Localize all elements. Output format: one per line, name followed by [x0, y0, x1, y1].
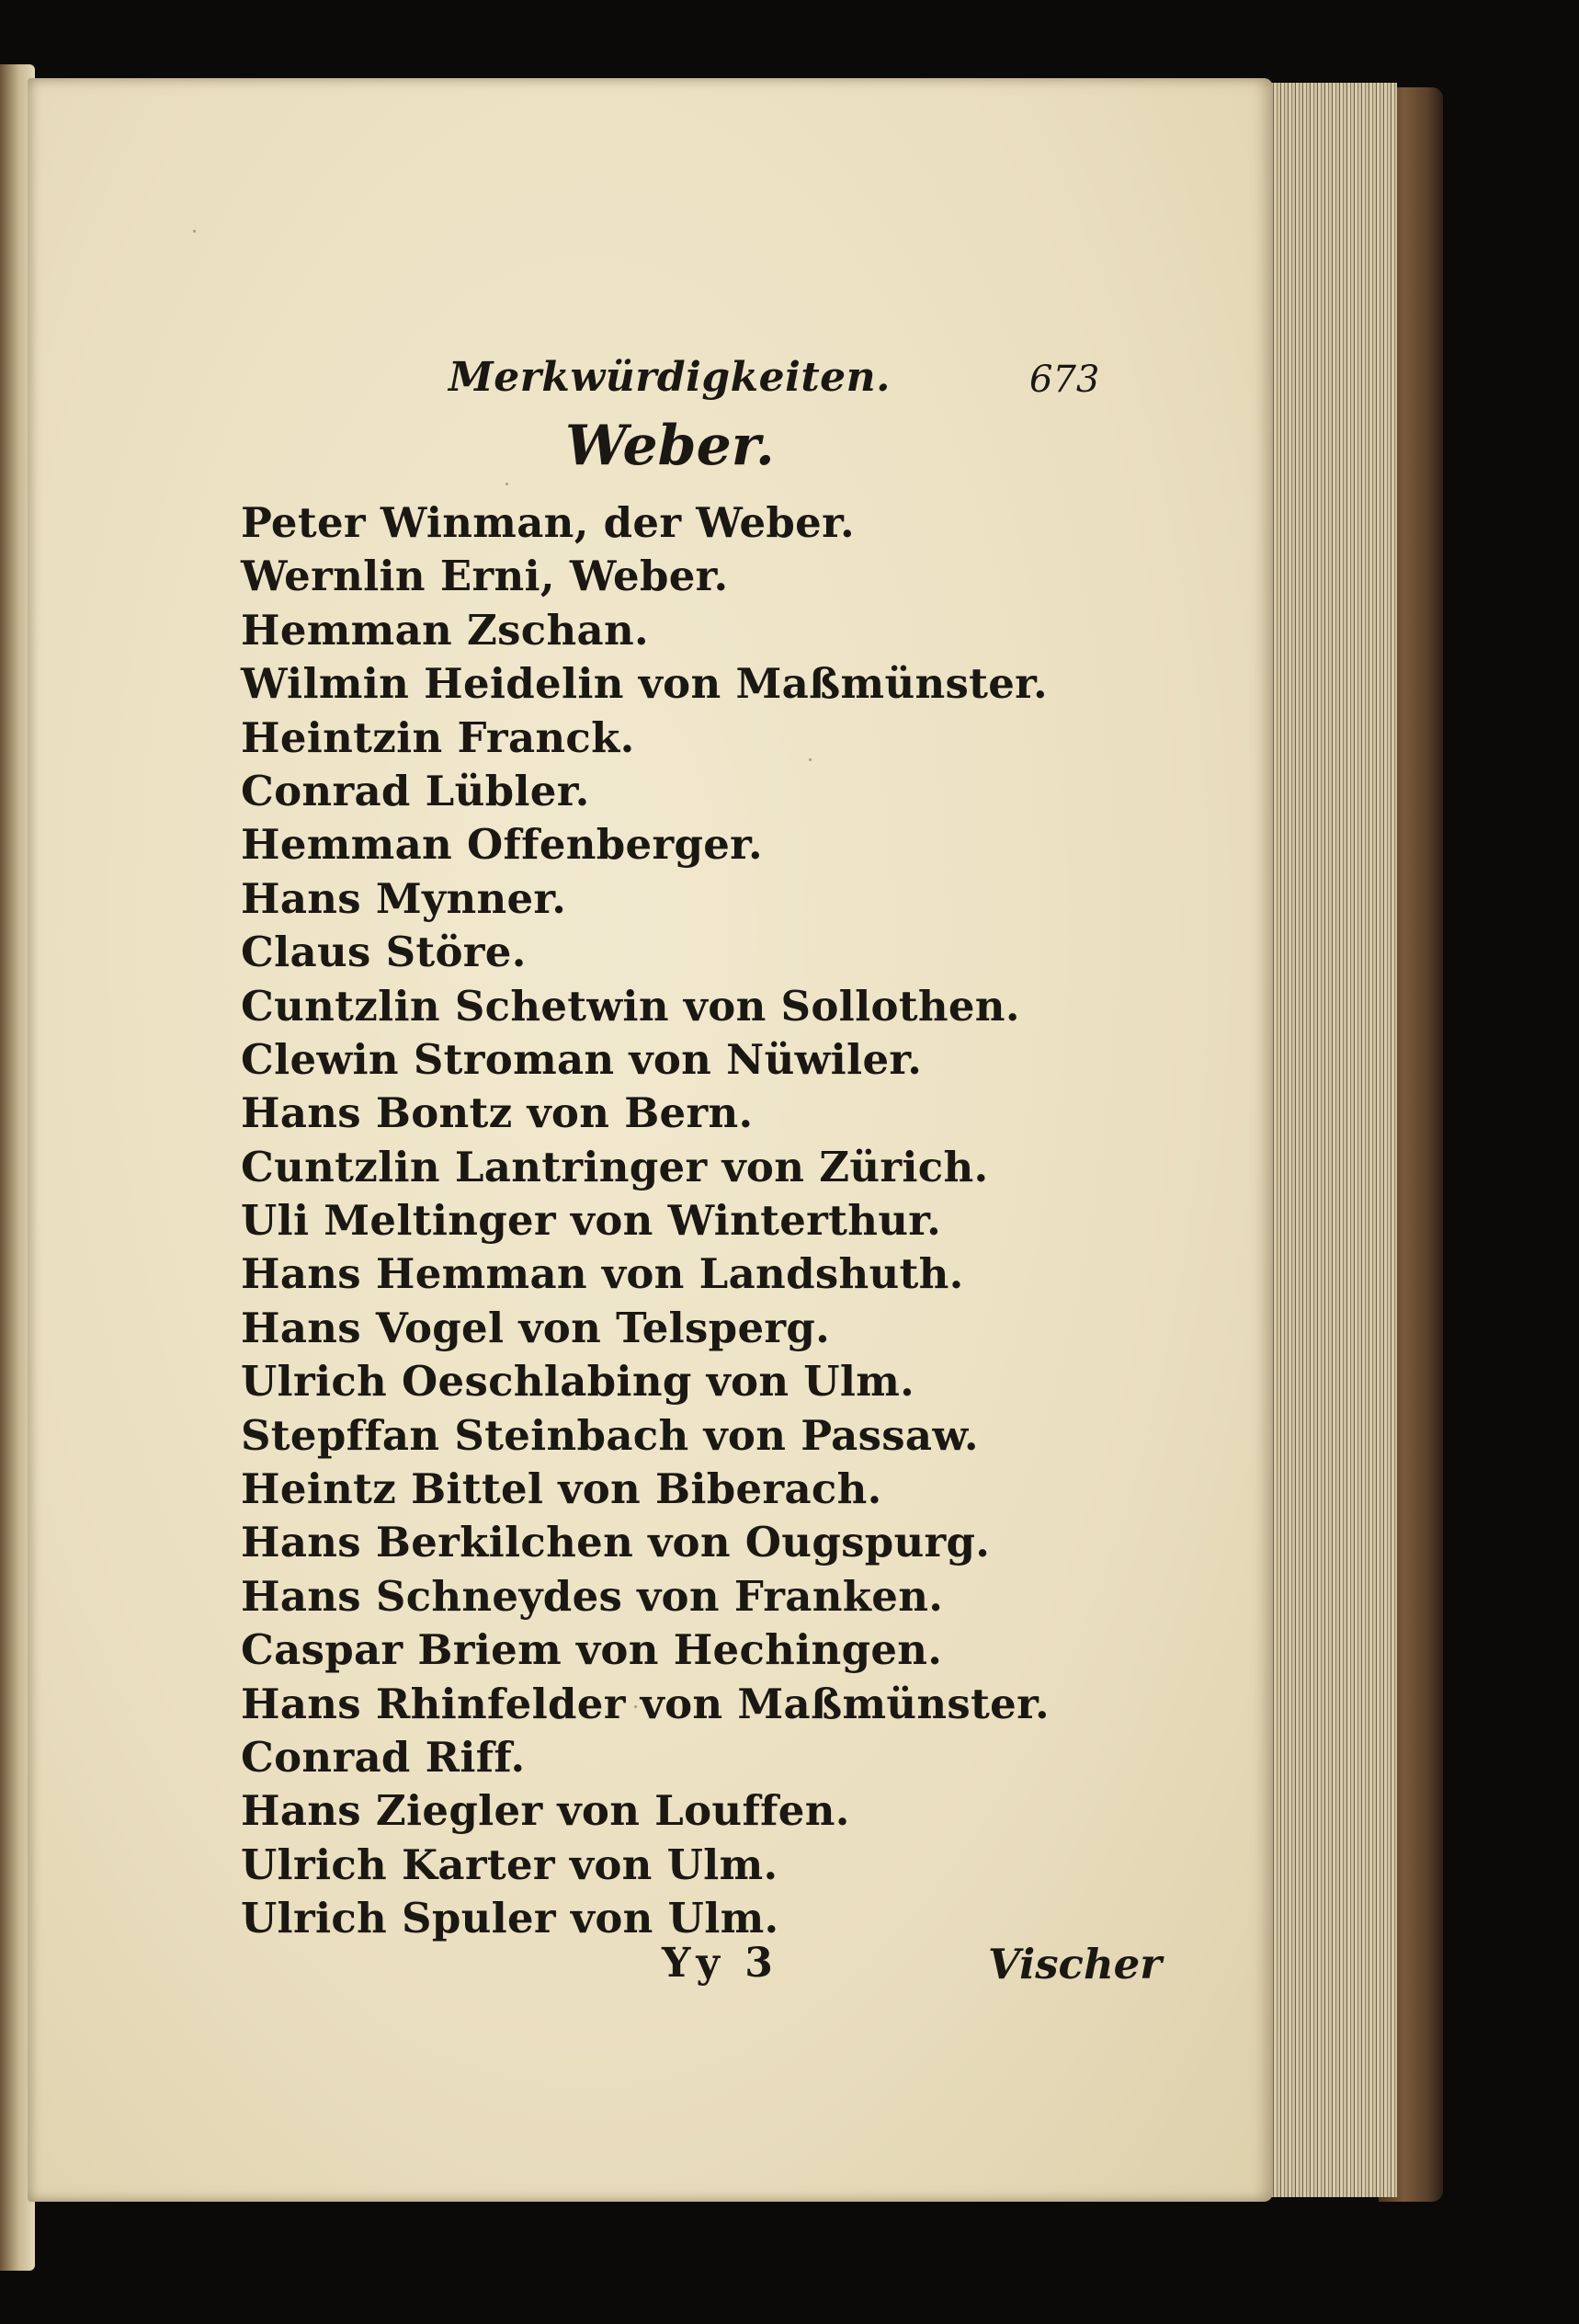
signature-mark: Yy 3	[662, 1940, 778, 1987]
list-item: Heintz Bittel von Biberach.	[241, 1464, 882, 1514]
name-list	[241, 496, 1050, 1946]
list-item: Conrad Riff.	[241, 1732, 526, 1782]
list-item: Ulrich Karter von Ulm.	[241, 1840, 778, 1889]
list-item: Claus Störe.	[241, 928, 527, 977]
list-item: Hans Mynner.	[241, 873, 567, 923]
paper-speck	[193, 230, 196, 233]
list-item: Caspar Briem von Hechingen.	[241, 1625, 943, 1675]
catchword: Vischer	[988, 1940, 1163, 1988]
list-item: Hemman Offenberger.	[241, 820, 764, 870]
list-item: Clewin Stroman von Nüwiler.	[241, 1034, 923, 1084]
list-item: Ulrich Spuler von Ulm.	[241, 1894, 779, 1943]
page-block-edges	[1259, 83, 1397, 2197]
list-item: Hans Bontz von Bern.	[241, 1088, 754, 1138]
book-page	[28, 78, 1273, 2202]
list-item: Hans Vogel von Telsperg.	[241, 1303, 831, 1352]
list-item: Peter Winman, der Weber.	[241, 498, 855, 547]
list-item: Uli Meltinger von Winterthur.	[241, 1196, 942, 1246]
list-item: Cuntzlin Schetwin von Sollothen.	[241, 981, 1020, 1031]
list-item: Hemman Zschan.	[241, 605, 649, 655]
page-number: 673	[1029, 359, 1100, 401]
list-item: Wernlin Erni, Weber.	[241, 552, 729, 601]
list-item: Stepffan Steinbach von Passaw.	[241, 1410, 979, 1460]
paper-speck	[506, 483, 508, 485]
list-item: Ulrich Oeschlabing von Ulm.	[241, 1357, 915, 1407]
list-item: Hans Ziegler von Louffen.	[241, 1786, 850, 1836]
list-item: Hans Rhinfelder von Maßmünster.	[241, 1679, 1050, 1728]
list-item: Hans Berkilchen von Ougspurg.	[241, 1518, 991, 1567]
running-head: Merkwürdigkeiten.	[449, 354, 891, 401]
list-item: Wilmin Heidelin von Maßmünster.	[241, 659, 1048, 709]
list-item: Hans Schneydes von Franken.	[241, 1571, 944, 1621]
list-item: Hans Hemman von Landshuth.	[241, 1249, 964, 1299]
list-item: Cuntzlin Lantringer von Zürich.	[241, 1142, 989, 1191]
list-item: Conrad Lübler.	[241, 766, 590, 815]
section-title: Weber.	[565, 414, 775, 478]
list-item: Heintzin Franck.	[241, 712, 635, 762]
